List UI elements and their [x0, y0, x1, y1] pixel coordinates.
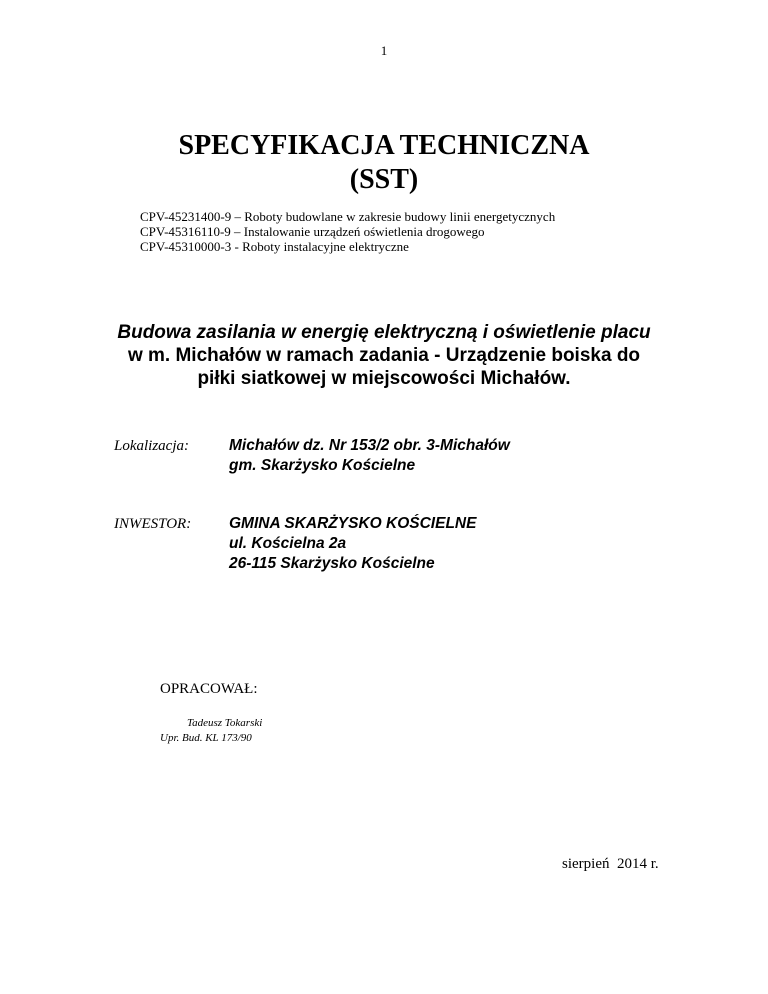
page-number: 1: [380, 43, 388, 58]
document-date: sierpień 2014 r.: [562, 856, 659, 872]
cpv-code-list: [140, 209, 700, 254]
project-description-line-1: Budowa zasilania w energię elektryczną i oświetlenie placu: [117, 322, 651, 343]
document-title: [0, 129, 768, 197]
investor-label: INWESTOR:: [114, 516, 192, 532]
location-line-1: Michałów dz. Nr 153/2 obr. 3-Michałów: [229, 437, 510, 454]
project-description-line-3: piłki siatkowej w miejscowości Michałów.: [197, 368, 571, 389]
author-license: Upr. Bud. KL 173/90: [160, 732, 252, 744]
investor-line-1: GMINA SKARŻYSKO KOŚCIELNE: [229, 515, 477, 532]
author-block: [160, 716, 262, 746]
cpv-code-item: CPV-45231400-9 – Roboty budowlane w zakresie budowy linii energetycznych: [140, 209, 556, 224]
cpv-code-item: CPV-45316110-9 – Instalowanie urządzeń oświetlenia drogowego: [140, 224, 485, 239]
project-description: [0, 321, 768, 390]
location-value: [229, 436, 510, 476]
title-line-2: (SST): [349, 164, 419, 195]
location-label: Lokalizacja:: [114, 438, 189, 454]
title-line-1: SPECYFIKACJA TECHNICZNA: [178, 130, 590, 161]
cpv-code-item: CPV-45310000-3 - Roboty instalacyjne elektryczne: [140, 239, 409, 254]
investor-line-3: 26-115 Skarżysko Kościelne: [229, 555, 435, 572]
prepared-by-label: OPRACOWAŁ:: [160, 681, 258, 697]
project-description-line-2: w m. Michałów w ramach zadania - Urządzenie boiska do: [127, 345, 641, 366]
location-line-2: gm. Skarżysko Kościelne: [229, 457, 416, 474]
investor-value: [229, 514, 476, 574]
investor-line-2: ul. Kościelna 2a: [229, 535, 347, 552]
author-name: Tadeusz Tokarski: [187, 717, 263, 729]
